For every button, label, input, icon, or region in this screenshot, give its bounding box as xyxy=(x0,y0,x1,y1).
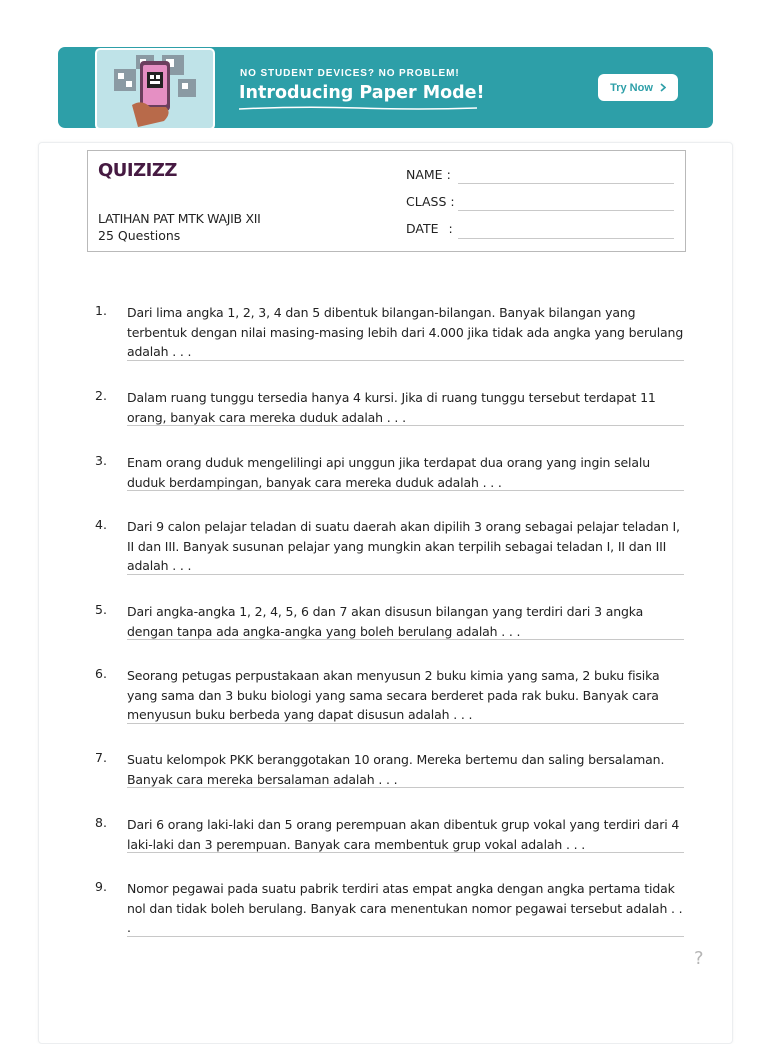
headline-underline xyxy=(239,106,477,111)
try-now-button[interactable] xyxy=(598,74,678,101)
question-text: Enam orang duduk mengelilingi api unggun jika terdapat dua orang yang ingin selalu duduk berdampingan, banyak cara mereka duduk adalah . . . xyxy=(127,455,650,490)
answer-line[interactable] xyxy=(127,490,684,491)
answer-line[interactable] xyxy=(127,936,684,937)
date-label: DATE xyxy=(406,221,439,236)
class-field-label xyxy=(406,194,455,209)
name-field-label xyxy=(406,167,451,182)
question-number: 3. xyxy=(95,453,107,468)
name-colon: : xyxy=(446,167,451,182)
quizizz-logo xyxy=(98,159,178,181)
question-number: 6. xyxy=(95,666,107,681)
class-colon: : xyxy=(450,194,455,209)
class-label: CLASS xyxy=(406,194,447,209)
logo-text: QUIZIZZ xyxy=(98,160,177,181)
question-number: 5. xyxy=(95,602,107,617)
answer-line[interactable] xyxy=(127,787,684,788)
help-icon[interactable]: ? xyxy=(694,948,704,969)
banner-eyebrow: NO STUDENT DEVICES? NO PROBLEM! xyxy=(240,68,460,79)
phone-with-qr-codes-illustration xyxy=(92,47,222,128)
answer-line[interactable] xyxy=(127,574,684,575)
answer-line[interactable] xyxy=(127,852,684,853)
question-text: Suatu kelompok PKK beranggotakan 10 orang. Mereka bertemu dan saling bersalaman. Banyak cara mereka bersalaman adalah . . . xyxy=(127,752,665,787)
quiz-title: LATIHAN PAT MTK WAJIB XII xyxy=(98,211,261,226)
question-count: 25 Questions xyxy=(98,228,181,243)
question-number: 1. xyxy=(95,303,107,318)
question-text: Dari angka-angka 1, 2, 4, 5, 6 dan 7 akan disusun bilangan yang terdiri dari 3 angka dengan tanpa ada angka-angka yang boleh berulang adalah . . . xyxy=(127,604,644,639)
answer-line[interactable] xyxy=(127,723,684,724)
date-field-label xyxy=(406,221,453,236)
class-field[interactable] xyxy=(458,210,674,211)
date-colon: : xyxy=(448,221,453,236)
paper-mode-banner xyxy=(58,47,713,128)
question-number: 7. xyxy=(95,750,107,765)
question-number: 8. xyxy=(95,815,107,830)
question-text: Nomor pegawai pada suatu pabrik terdiri atas empat angka dengan angka pertama tidak nol dan tidak boleh berulang. Banyak cara menentukan nomor pegawai tersebut adalah . . . xyxy=(127,881,683,935)
answer-line[interactable] xyxy=(127,425,684,426)
question-text: Dari lima angka 1, 2, 3, 4 dan 5 dibentuk bilangan-bilangan. Banyak bilangan yang terbentuk dengan nilai masing-masing lebih dari 4.000 jika tidak ada angka yang berulang adalah . . . xyxy=(127,305,684,359)
question-number: 9. xyxy=(95,879,107,894)
chevron-right-icon xyxy=(660,83,666,92)
answer-line[interactable] xyxy=(127,360,684,361)
question-text: Dalam ruang tunggu tersedia hanya 4 kursi. Jika di ruang tunggu tersebut terdapat 11 orang, banyak cara mereka duduk adalah . . . xyxy=(127,390,656,425)
question-number: 4. xyxy=(95,517,107,532)
question-text: Dari 6 orang laki-laki dan 5 orang perempuan akan dibentuk grup vokal yang terdiri dari 4 laki-laki dan 3 perempuan. Banyak cara membentuk grup vokal adalah . . . xyxy=(127,817,680,852)
name-field[interactable] xyxy=(458,183,674,184)
answer-line[interactable] xyxy=(127,639,684,640)
banner-headline: Introducing Paper Mode! xyxy=(239,83,485,103)
question-text: Seorang petugas perpustakaan akan menyusun 2 buku kimia yang sama, 2 buku fisika yang sama dan 3 buku biologi yang sama secara berderet pada rak buku. Banyak cara menyusun buku berbeda yang dapat disusun adalah . . . xyxy=(127,668,660,722)
date-field[interactable] xyxy=(458,238,674,239)
worksheet-page xyxy=(38,142,733,1044)
worksheet-header xyxy=(87,150,686,252)
question-number: 2. xyxy=(95,388,107,403)
try-now-label: Try Now xyxy=(610,81,653,94)
question-text: Dari 9 calon pelajar teladan di suatu daerah akan dipilih 3 orang sebagai pelajar teladan I, II dan III. Banyak susunan pelajar yang mungkin akan terpilih sebagai teladan I, II dan III adalah . . . xyxy=(127,519,680,573)
name-label: NAME xyxy=(406,167,443,182)
